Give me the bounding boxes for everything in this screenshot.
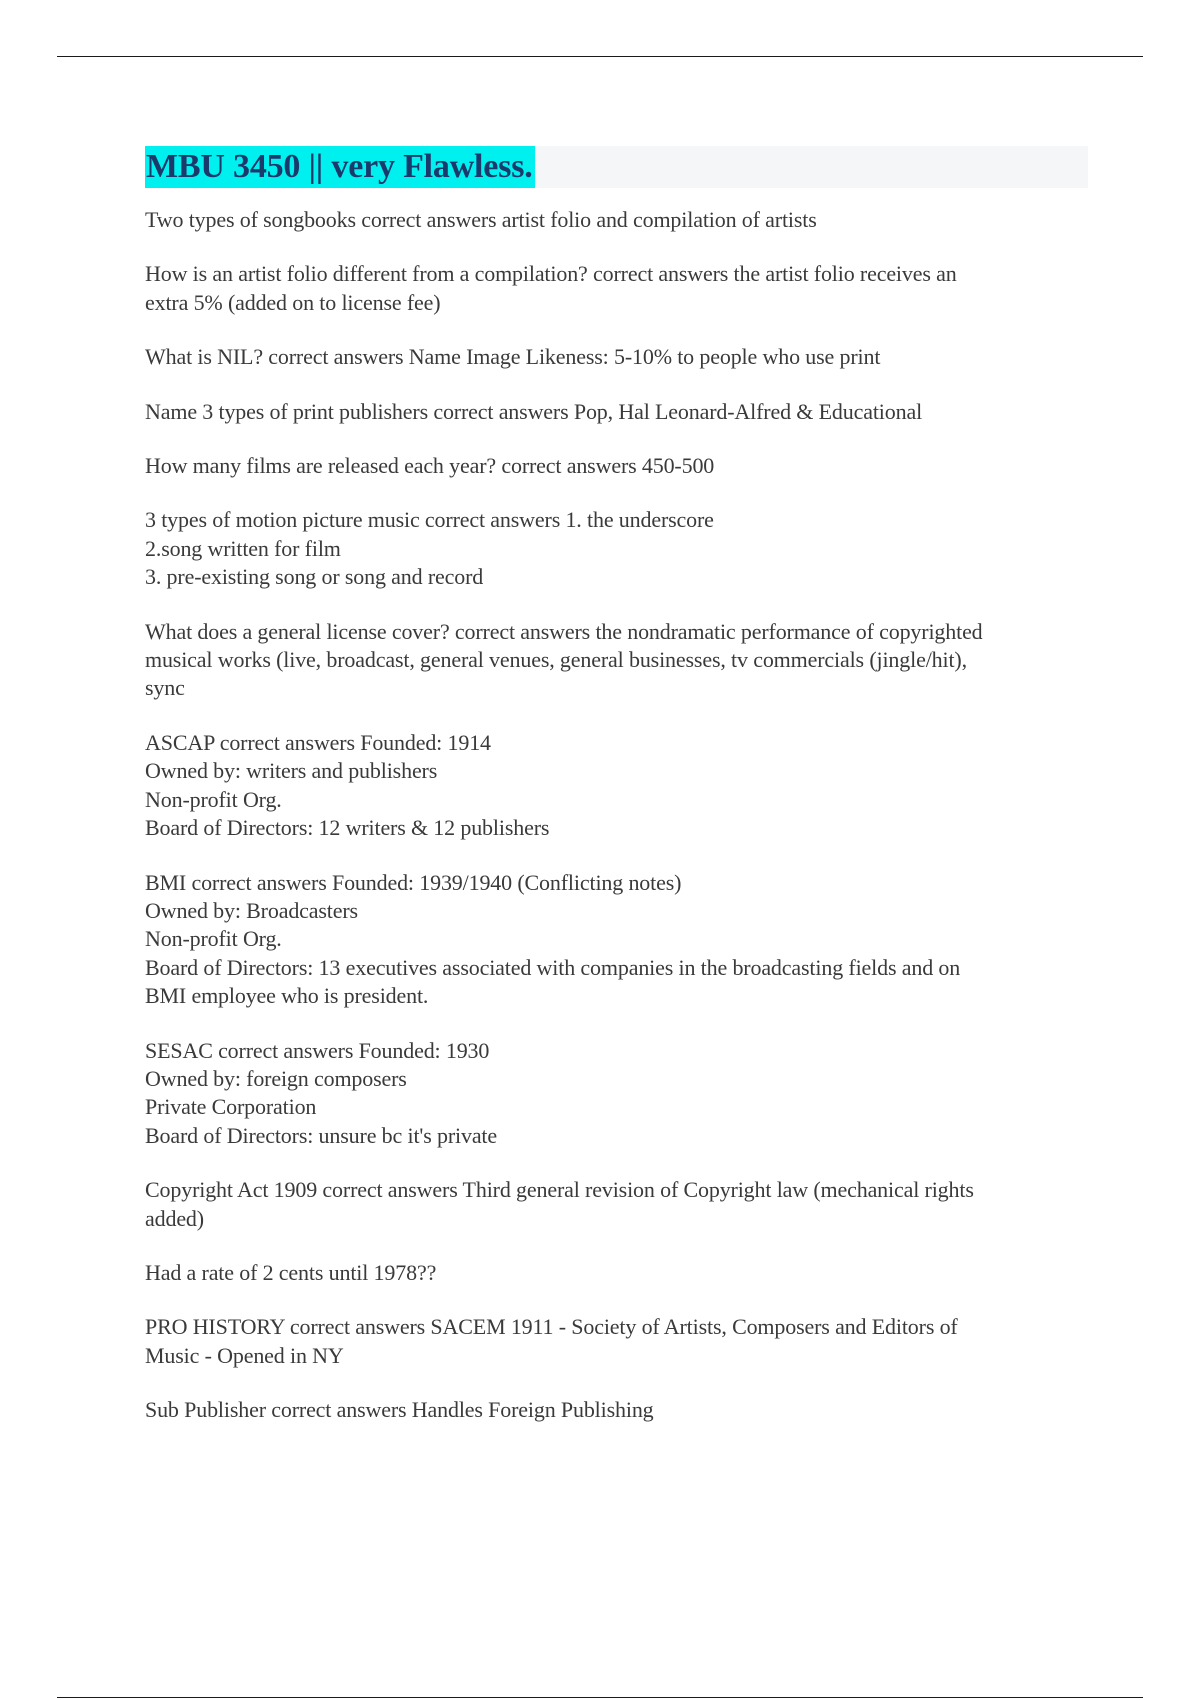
qa-entry: Name 3 types of print publishers correct answers Pop, Hal Leonard-Alfred & Educational xyxy=(145,398,923,424)
qa-entry: BMI correct answers Founded: 1939/1940 (Conflicting notes) Owned by: Broadcasters Non-profit Org. Board of Directors: 13 executives associated with companies in the broadcasting fields and on BMI employee who is president. xyxy=(145,869,961,1009)
qa-entry: Copyright Act 1909 correct answers Third general revision of Copyright law (mechanical rights added) xyxy=(145,1177,974,1231)
footer-rule xyxy=(57,1697,1143,1698)
qa-entry: 3 types of motion picture music correct answers 1. the underscore 2.song written for film 3. pre-existing song or song and record xyxy=(145,507,714,590)
qa-entry: Had a rate of 2 cents until 1978?? xyxy=(145,1259,437,1285)
qa-entry: How is an artist folio different from a compilation? correct answers the artist folio receives an extra 5% (added on to license fee) xyxy=(145,261,957,315)
document-title: MBU 3450 || very Flawless. xyxy=(145,146,535,188)
qa-entry: Sub Publisher correct answers Handles Foreign Publishing xyxy=(145,1397,654,1423)
qa-entry: What does a general license cover? correct answers the nondramatic performance of copyrighted musical works (live, broadcast, general venues, general businesses, tv commercials (jingle/hit), sync xyxy=(145,618,983,701)
qa-entry: Two types of songbooks correct answers artist folio and compilation of artists xyxy=(145,207,817,232)
qa-entry: PRO HISTORY correct answers SACEM 1911 - Society of Artists, Composers and Editors of Music - Opened in NY xyxy=(145,1314,958,1368)
qa-entry: ASCAP correct answers Founded: 1914 Owned by: writers and publishers Non-profit Org. Board of Directors: 12 writers & 12 publishers xyxy=(145,729,550,841)
document-body xyxy=(145,146,1090,1451)
qa-entry: What is NIL? correct answers Name Image Likeness: 5-10% to people who use print xyxy=(145,344,881,370)
title-bar xyxy=(145,146,1088,188)
qa-entry: SESAC correct answers Founded: 1930 Owned by: foreign composers Private Corporation Board of Directors: unsure bc it's private xyxy=(145,1037,498,1148)
header-rule xyxy=(57,56,1143,57)
qa-entry: How many films are released each year? correct answers 450-500 xyxy=(145,453,715,479)
